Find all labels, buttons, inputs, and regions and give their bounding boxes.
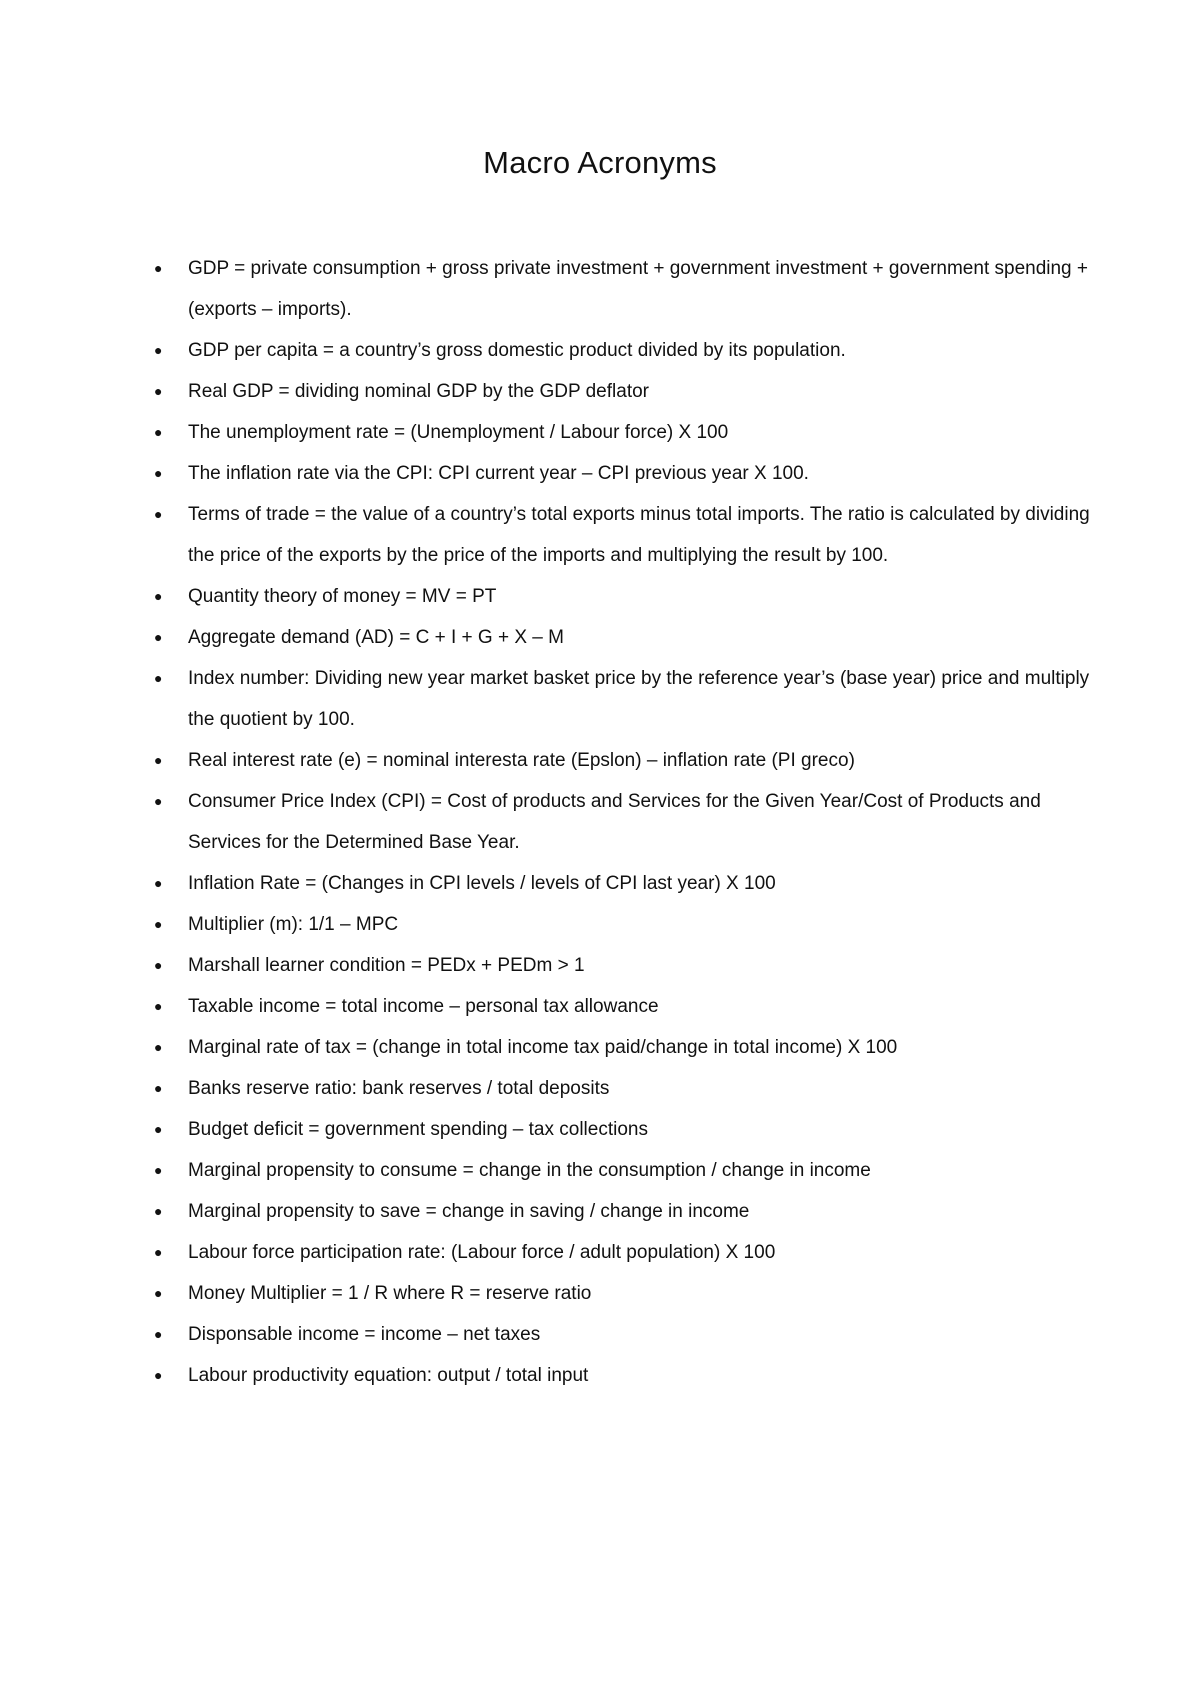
list-item bbox=[0, 1109, 1200, 1150]
list-item bbox=[0, 1355, 1200, 1396]
bullet-icon: ● bbox=[154, 1367, 163, 1383]
acronym-list bbox=[0, 248, 1200, 1396]
list-item bbox=[0, 781, 1200, 863]
bullet-icon: ● bbox=[154, 1039, 163, 1055]
list-item-text: Marginal rate of tax = (change in total income tax paid/change in total income) X 100 bbox=[188, 1037, 898, 1058]
list-item bbox=[0, 658, 1200, 740]
bullet-icon: ● bbox=[154, 916, 163, 932]
bullet-icon: ● bbox=[154, 752, 163, 768]
list-item-text: Disponsable income = income – net taxes bbox=[188, 1324, 541, 1345]
bullet-icon: ● bbox=[154, 957, 163, 973]
list-item-text: Multiplier (m): 1/1 – MPC bbox=[188, 914, 399, 935]
bullet-icon: ● bbox=[154, 1080, 163, 1096]
list-item bbox=[0, 412, 1200, 453]
list-item bbox=[0, 1314, 1200, 1355]
bullet-icon: ● bbox=[154, 1244, 163, 1260]
list-item-text: Marginal propensity to consume = change in the consumption / change in income bbox=[188, 1160, 871, 1181]
bullet-icon: ● bbox=[154, 1162, 163, 1178]
list-item bbox=[0, 576, 1200, 617]
page-title: Macro Acronyms bbox=[483, 145, 717, 180]
list-item-text: Aggregate demand (AD) = C + I + G + X – M bbox=[188, 627, 564, 648]
bullet-icon: ● bbox=[154, 465, 163, 481]
list-item-text: Labour force participation rate: (Labour force / adult population) X 100 bbox=[188, 1242, 776, 1263]
bullet-icon: ● bbox=[154, 1203, 163, 1219]
list-item bbox=[0, 330, 1200, 371]
list-item-text: Inflation Rate = (Changes in CPI levels / levels of CPI last year) X 100 bbox=[188, 873, 776, 894]
list-item-text: Quantity theory of money = MV = PT bbox=[188, 586, 497, 607]
list-item-text: Consumer Price Index (CPI) = Cost of products and Services for the Given Year/Cost of Products and Services for the Determined Base Year. bbox=[188, 791, 1041, 853]
list-item bbox=[0, 1068, 1200, 1109]
list-item bbox=[0, 740, 1200, 781]
list-item bbox=[0, 371, 1200, 412]
bullet-icon: ● bbox=[154, 793, 163, 809]
bullet-icon: ● bbox=[154, 998, 163, 1014]
list-item-text: Real interest rate (e) = nominal interesta rate (Epslon) – inflation rate (PI greco) bbox=[188, 750, 855, 771]
bullet-icon: ● bbox=[154, 424, 163, 440]
list-item bbox=[0, 904, 1200, 945]
list-item bbox=[0, 248, 1200, 330]
list-item-text: Labour productivity equation: output / total input bbox=[188, 1365, 589, 1386]
bullet-icon: ● bbox=[154, 506, 163, 522]
list-item-text: Budget deficit = government spending – tax collections bbox=[188, 1119, 648, 1140]
bullet-icon: ● bbox=[154, 1285, 163, 1301]
list-item bbox=[0, 453, 1200, 494]
bullet-icon: ● bbox=[154, 875, 163, 891]
list-item bbox=[0, 1232, 1200, 1273]
list-item bbox=[0, 1150, 1200, 1191]
list-item-text: Index number: Dividing new year market basket price by the reference year’s (base year) price and multiply the quotient by 100. bbox=[188, 668, 1090, 730]
list-item bbox=[0, 1191, 1200, 1232]
bullet-icon: ● bbox=[154, 629, 163, 645]
list-item-text: Marginal propensity to save = change in saving / change in income bbox=[188, 1201, 750, 1222]
list-item-text: The unemployment rate = (Unemployment / Labour force) X 100 bbox=[188, 422, 729, 443]
list-item-text: Real GDP = dividing nominal GDP by the GDP deflator bbox=[188, 381, 649, 402]
list-item-text: Taxable income = total income – personal tax allowance bbox=[188, 996, 659, 1017]
bullet-icon: ● bbox=[154, 260, 163, 276]
list-item-text: Marshall learner condition = PEDx + PEDm > 1 bbox=[188, 955, 585, 976]
bullet-icon: ● bbox=[154, 342, 163, 358]
list-item-text: Terms of trade = the value of a country’s total exports minus total imports. The ratio is calculated by dividing the price of the exports by the price of the imports and multiplying the result by 100. bbox=[188, 504, 1090, 566]
list-item bbox=[0, 1027, 1200, 1068]
list-item bbox=[0, 945, 1200, 986]
bullet-icon: ● bbox=[154, 1326, 163, 1342]
list-item-text: Money Multiplier = 1 / R where R = reserve ratio bbox=[188, 1283, 592, 1304]
list-item bbox=[0, 986, 1200, 1027]
list-item-text: The inflation rate via the CPI: CPI current year – CPI previous year X 100. bbox=[188, 463, 809, 484]
list-item-text: GDP per capita = a country’s gross domestic product divided by its population. bbox=[188, 340, 846, 361]
list-item-text: GDP = private consumption + gross private investment + government investment + government spending + (exports – imports). bbox=[188, 258, 1088, 320]
bullet-icon: ● bbox=[154, 383, 163, 399]
bullet-icon: ● bbox=[154, 588, 163, 604]
list-item bbox=[0, 863, 1200, 904]
bullet-icon: ● bbox=[154, 670, 163, 686]
list-item-text: Banks reserve ratio: bank reserves / total deposits bbox=[188, 1078, 610, 1099]
list-item bbox=[0, 1273, 1200, 1314]
list-item bbox=[0, 494, 1200, 576]
list-item bbox=[0, 617, 1200, 658]
bullet-icon: ● bbox=[154, 1121, 163, 1137]
